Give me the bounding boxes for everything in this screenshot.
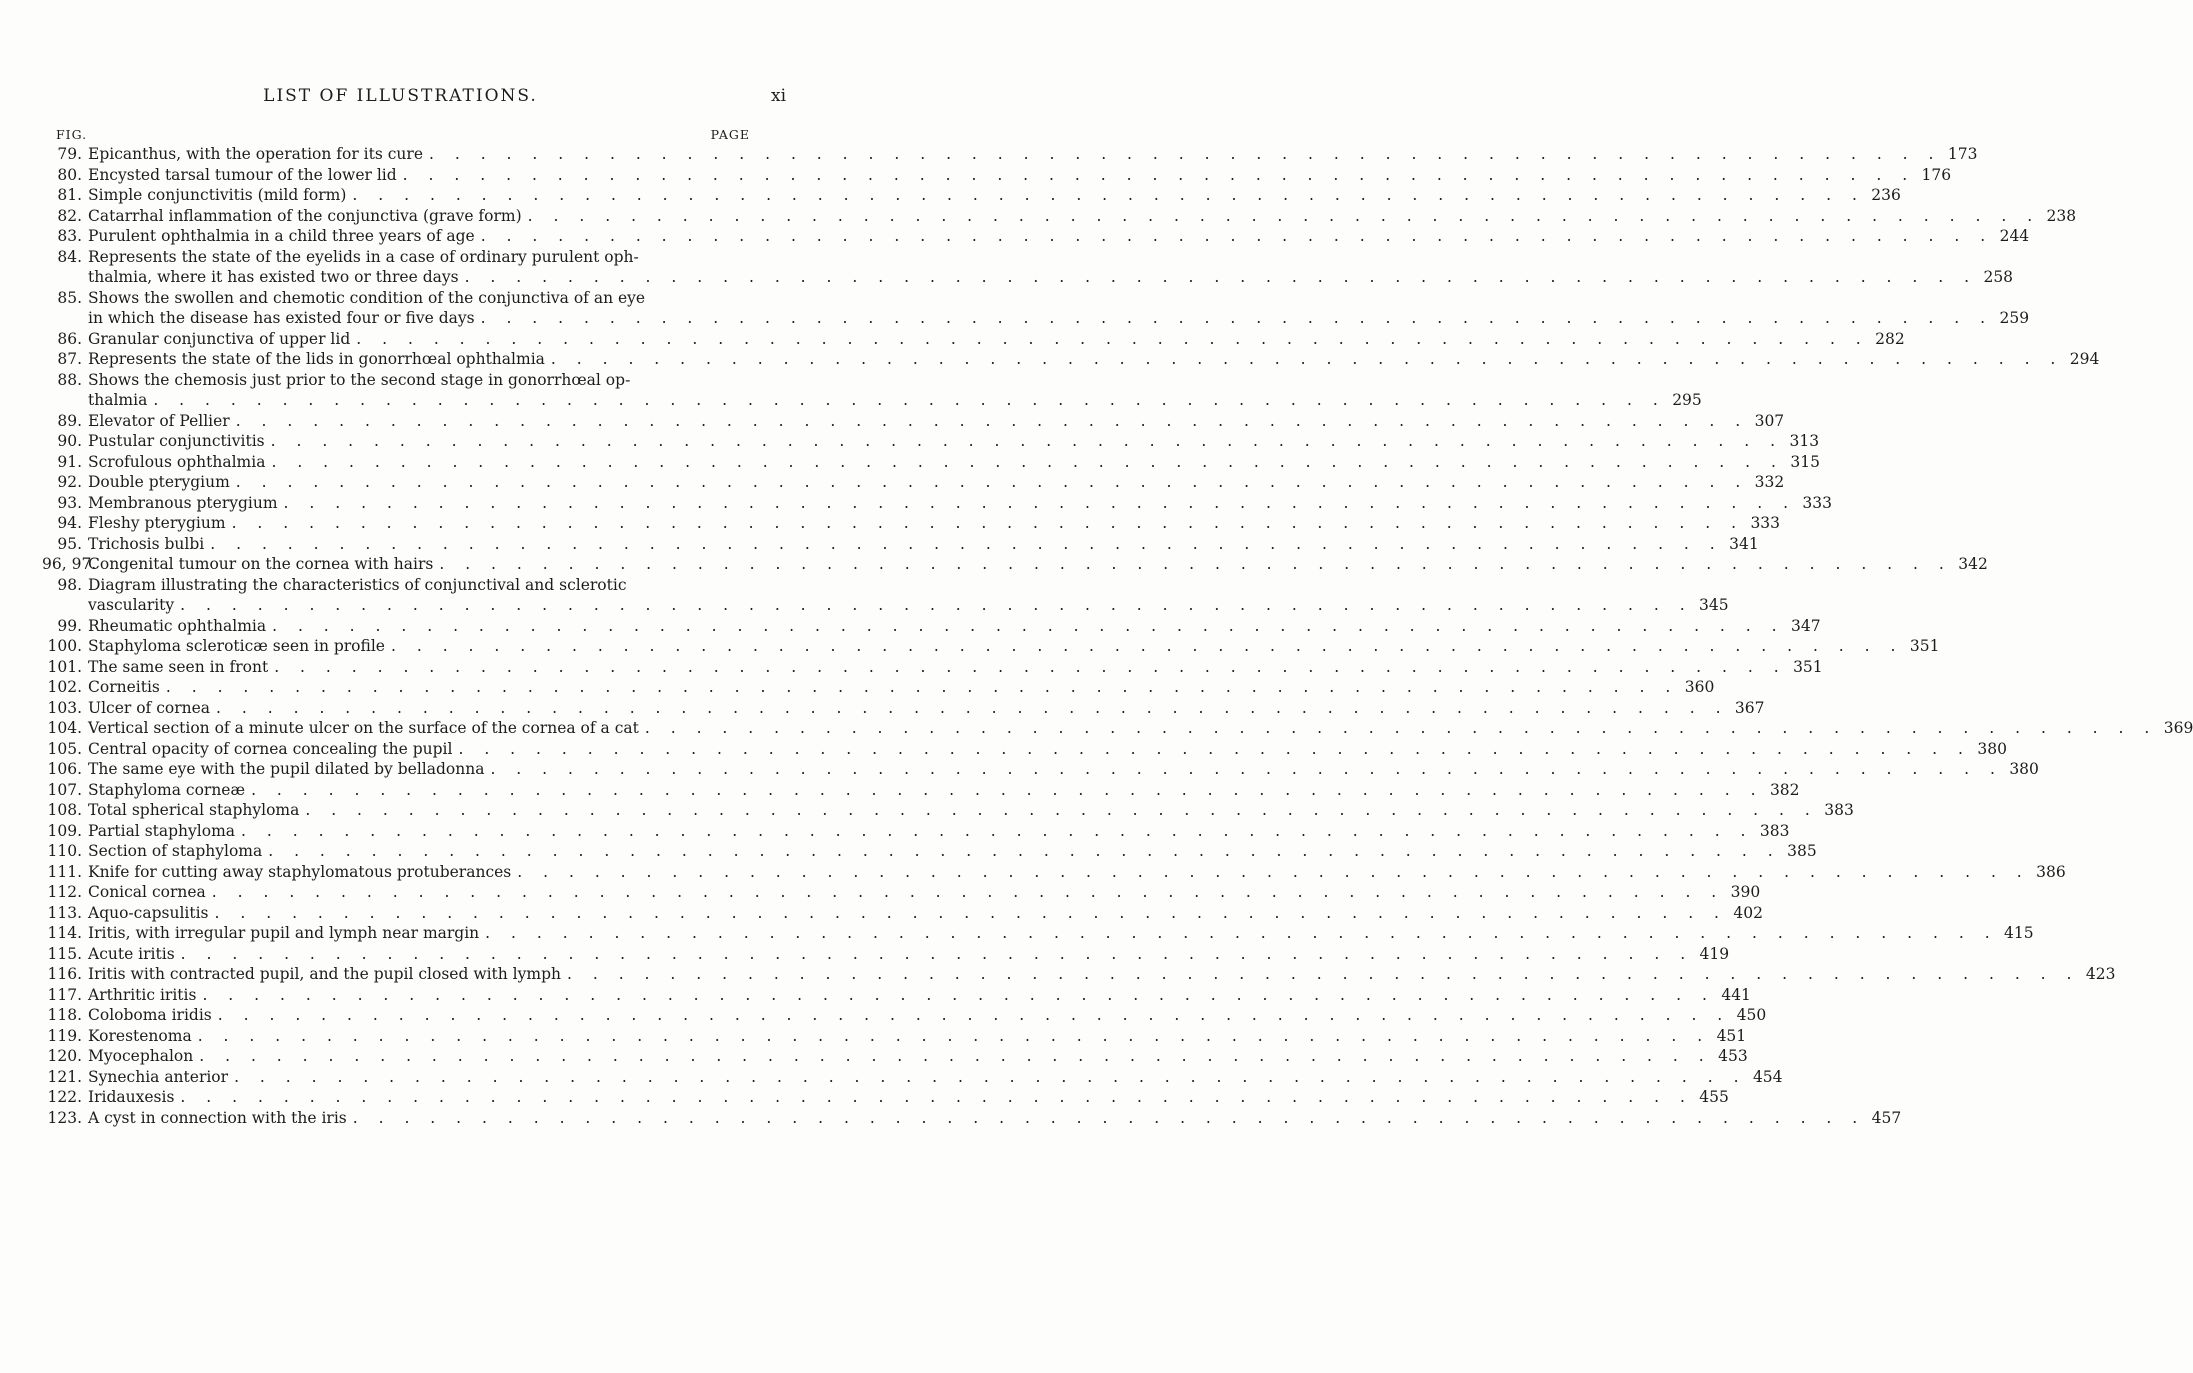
- list-item: [42, 472, 1785, 493]
- page-reference: 457: [1871, 1108, 1902, 1127]
- figure-title: thalmia: [88, 391, 148, 409]
- figure-title: in which the disease has existed four or five days: [88, 309, 475, 327]
- figure-number: 122.: [47, 1088, 82, 1106]
- figure-number: 92.: [57, 473, 82, 491]
- entry-line: [42, 636, 1940, 657]
- dot-leader: [522, 206, 2040, 227]
- dot-leader: [212, 1005, 1730, 1026]
- figure-number: 103.: [47, 698, 82, 717]
- entry-line: [42, 677, 1715, 698]
- dot-leader: [210, 698, 1728, 719]
- figure-number: 80.: [57, 165, 82, 184]
- figure-title: Section of staphyloma: [88, 842, 263, 860]
- dot-leader: [174, 1087, 1692, 1108]
- list-item: [42, 1026, 1747, 1047]
- figure-title: Partial staphyloma: [88, 821, 236, 840]
- page-reference: 423: [2085, 965, 2116, 983]
- figure-title: Fleshy pterygium: [88, 514, 226, 532]
- figure-number: 105.: [47, 739, 82, 758]
- figure-title: Ulcer of cornea: [88, 698, 211, 717]
- entry-line: [42, 841, 1817, 862]
- figure-number: 79.: [57, 145, 82, 163]
- page-reference: 385: [1787, 842, 1817, 860]
- figure-title: Korestenoma: [88, 1026, 192, 1045]
- figure-title: Iridauxesis: [88, 1088, 175, 1106]
- list-item: [42, 1087, 1729, 1108]
- list-item: [42, 575, 1729, 616]
- page-reference: 333: [1802, 493, 1833, 512]
- dot-leader: [230, 411, 1748, 432]
- dot-leader: [235, 821, 1753, 842]
- page-reference: 294: [2069, 350, 2100, 368]
- entry-line: [42, 513, 1781, 534]
- figure-title: Shows the chemosis just prior to the second stage in gonorrhœal op-: [88, 370, 631, 389]
- page-reference: 419: [1699, 944, 1730, 963]
- dot-leader: [196, 985, 1714, 1006]
- illustration-list: [42, 144, 2193, 1128]
- entry-line: [42, 575, 750, 596]
- page-number: xi: [771, 86, 787, 106]
- figure-title: Rheumatic ophthalmia: [88, 616, 267, 635]
- list-item: [42, 636, 1940, 657]
- figure-title: Epicanthus, with the operation for its cure: [88, 145, 423, 163]
- figure-number: 112.: [47, 883, 82, 901]
- list-item: [42, 657, 1823, 678]
- entry-line: [42, 411, 1785, 432]
- running-head-title: LIST OF ILLUSTRATIONS.: [263, 86, 538, 106]
- list-item: [42, 677, 1715, 698]
- page-reference: 383: [1759, 821, 1790, 840]
- entry-line: [42, 616, 1821, 637]
- figure-number: 108.: [47, 801, 82, 819]
- list-item: [42, 431, 1820, 452]
- figure-title: Shows the swollen and chemotic condition of the conjunctiva of an eye: [88, 288, 646, 307]
- figure-number: 114.: [47, 924, 82, 942]
- list-item: [42, 739, 2007, 760]
- page-reference: 351: [1793, 657, 1823, 676]
- figure-number: 94.: [57, 514, 82, 532]
- dot-leader: [226, 513, 1744, 534]
- page-reference: 351: [1909, 637, 1940, 655]
- figure-title: Elevator of Pellier: [88, 411, 230, 430]
- page-reference: 441: [1721, 985, 1751, 1004]
- page-reference: 454: [1752, 1067, 1783, 1086]
- dot-leader: [278, 493, 1796, 514]
- figure-title: Membranous pterygium: [88, 493, 278, 512]
- figure-title: Central opacity of cornea concealing the pupil: [88, 739, 453, 758]
- entry-line: [42, 800, 1854, 821]
- figure-title: Acute iritis: [88, 944, 175, 963]
- dot-leader: [204, 534, 1722, 555]
- figure-title: Staphyloma scleroticæ seen in profile: [88, 637, 385, 655]
- figure-number: 118.: [47, 1006, 82, 1024]
- entry-line: [42, 1005, 1767, 1026]
- dot-leader: [475, 226, 1993, 247]
- figure-title: Catarrhal inflammation of the conjunctiva (grave form): [88, 206, 522, 225]
- dot-leader: [452, 739, 1970, 760]
- figure-title: Myocephalon: [88, 1047, 194, 1065]
- dot-leader: [347, 1108, 1865, 1129]
- entry-line: [42, 1067, 1783, 1088]
- list-item: [42, 534, 1759, 555]
- entry-line: [42, 657, 1823, 678]
- entry-line: [42, 821, 1790, 842]
- list-item: [42, 554, 1988, 575]
- figure-number: 116.: [47, 965, 82, 983]
- list-item: [42, 780, 1800, 801]
- list-item: [42, 411, 1785, 432]
- dot-leader: [459, 267, 1977, 288]
- dot-leader: [266, 616, 1784, 637]
- figure-number: 101.: [47, 657, 82, 676]
- entry-line: [42, 1108, 1902, 1129]
- entry-continuation-line: [42, 267, 2014, 288]
- figure-title: Knife for cutting away staphylomatous protuberances: [88, 862, 512, 881]
- figure-number: 83.: [57, 227, 82, 245]
- page-reference: 173: [1947, 145, 1978, 163]
- figure-title: Trichosis bulbi: [88, 534, 205, 553]
- figure-title: Corneitis: [88, 678, 160, 696]
- figure-number: 120.: [47, 1047, 82, 1065]
- list-item: [42, 616, 1821, 637]
- figure-number: 90.: [57, 432, 82, 450]
- figure-number: 84.: [57, 247, 82, 266]
- dot-leader: [479, 923, 1997, 944]
- page-reference: 415: [2004, 924, 2034, 942]
- page-reference: 259: [1999, 309, 2030, 327]
- page-column-header: PAGE: [710, 127, 750, 142]
- figure-number: 95.: [57, 534, 82, 553]
- page-reference: 380: [1977, 739, 2007, 758]
- list-item: [42, 821, 1790, 842]
- figure-title: Coloboma iridis: [88, 1006, 212, 1024]
- list-item: [42, 247, 2014, 288]
- figure-title: Staphyloma corneæ: [88, 780, 246, 799]
- list-item: [42, 882, 1761, 903]
- entry-continuation-line: [42, 308, 2030, 329]
- entry-line: [42, 944, 1730, 965]
- list-item: [42, 1005, 1767, 1026]
- list-item: [42, 185, 1901, 206]
- list-item: [42, 698, 1765, 719]
- figure-number: 93.: [57, 493, 82, 512]
- entry-line: [42, 882, 1761, 903]
- list-item: [42, 1108, 1902, 1129]
- dot-leader: [206, 882, 1724, 903]
- page-reference: 390: [1730, 883, 1761, 901]
- figure-number: 104.: [47, 719, 82, 737]
- page-reference: 258: [1983, 268, 2014, 286]
- entry-line: [42, 452, 1820, 473]
- figure-title: Total spherical staphyloma: [88, 801, 300, 819]
- figure-number: 107.: [47, 780, 82, 799]
- dot-leader: [561, 964, 2079, 985]
- figure-title: Vertical section of a minute ulcer on the surface of the cornea of a cat: [88, 719, 639, 737]
- figure-title: Conical cornea: [88, 883, 206, 901]
- figure-title: Diagram illustrating the characteristics of conjunctival and sclerotic: [88, 575, 627, 594]
- figure-number: 85.: [57, 288, 82, 307]
- figure-number: 100.: [47, 637, 82, 655]
- figure-number: 123.: [47, 1108, 82, 1127]
- entry-line: [42, 185, 1901, 206]
- figure-number: 98.: [57, 575, 82, 594]
- list-item: [42, 452, 1820, 473]
- figure-number: 99.: [57, 616, 82, 635]
- figure-title: A cyst in connection with the iris: [88, 1108, 347, 1127]
- dot-leader: [193, 1046, 1711, 1067]
- list-item: [42, 985, 1751, 1006]
- dot-leader: [475, 308, 1993, 329]
- dot-leader: [174, 595, 1692, 616]
- list-item: [42, 964, 2116, 985]
- dot-leader: [268, 657, 1786, 678]
- entry-line: [42, 1026, 1747, 1047]
- entry-line: [42, 370, 750, 391]
- entry-line: [42, 1046, 1748, 1067]
- dot-leader: [299, 800, 1817, 821]
- figure-title: Iritis with contracted pupil, and the pupil closed with lymph: [88, 965, 561, 983]
- entry-continuation-line: [42, 390, 1702, 411]
- list-item: [42, 1067, 1783, 1088]
- entry-line: [42, 247, 750, 268]
- page-reference: 307: [1754, 411, 1785, 430]
- entry-line: [42, 759, 2039, 780]
- figure-title: Simple conjunctivitis (mild form): [88, 186, 347, 204]
- dot-leader: [346, 185, 1864, 206]
- entry-line: [42, 964, 2116, 985]
- figure-title: Purulent ophthalmia in a child three years of age: [88, 227, 475, 245]
- entry-line: [42, 206, 2077, 227]
- figure-number: 121.: [47, 1067, 82, 1086]
- entry-line: [42, 534, 1759, 555]
- entry-line: [42, 698, 1765, 719]
- page-reference: 382: [1769, 780, 1800, 799]
- page-reference: 402: [1733, 903, 1763, 922]
- figure-number: 82.: [57, 206, 82, 225]
- dot-leader: [265, 431, 1783, 452]
- figure-title: Scrofulous ophthalmia: [88, 452, 266, 471]
- list-item: [42, 165, 1952, 186]
- page-reference: 369: [2163, 719, 2193, 737]
- figure-title: Represents the state of the lids in gonorrhœal ophthalmia: [88, 350, 545, 368]
- figure-title: The same seen in front: [88, 657, 269, 676]
- entry-line: [42, 288, 750, 309]
- figure-title: vascularity: [88, 596, 175, 614]
- page-reference: 315: [1790, 452, 1820, 471]
- entry-line: [42, 985, 1751, 1006]
- dot-leader: [433, 554, 1951, 575]
- figure-title: Iritis, with irregular pupil and lymph near margin: [88, 924, 480, 942]
- figure-title: Granular conjunctiva of upper lid: [88, 329, 351, 348]
- page-reference: 333: [1750, 514, 1781, 532]
- dot-leader: [350, 329, 1868, 350]
- figure-number: 115.: [47, 944, 82, 963]
- page-reference: 380: [2009, 760, 2039, 778]
- page-reference: 341: [1729, 534, 1759, 553]
- figure-title: Congenital tumour on the cornea with hairs: [88, 555, 434, 573]
- figure-number: 87.: [57, 350, 82, 368]
- page-reference: 345: [1699, 596, 1729, 614]
- dot-leader: [423, 144, 1941, 165]
- dot-leader: [385, 636, 1903, 657]
- list-item: [42, 800, 1854, 821]
- list-item: [42, 288, 2030, 329]
- list-item: [42, 862, 2066, 883]
- page-reference: 342: [1958, 555, 1988, 573]
- dot-leader: [192, 1026, 1710, 1047]
- list-item: [42, 513, 1781, 534]
- dot-leader: [545, 349, 2063, 370]
- list-item: [42, 144, 1978, 165]
- figure-title: thalmia, where it has existed two or three days: [88, 268, 459, 286]
- list-item: [42, 1046, 1748, 1067]
- figure-number: 110.: [47, 842, 82, 860]
- figure-number: 88.: [57, 370, 82, 389]
- figure-title: Pustular conjunctivitis: [88, 432, 265, 450]
- page-reference: 451: [1716, 1026, 1747, 1045]
- dot-leader: [209, 903, 1727, 924]
- dot-leader: [228, 1067, 1746, 1088]
- dot-leader: [397, 165, 1915, 186]
- dot-leader: [639, 718, 2157, 739]
- page-reference: 386: [2036, 862, 2066, 881]
- list-item: [42, 841, 1817, 862]
- figure-number: 102.: [47, 678, 82, 696]
- figure-number: 119.: [47, 1026, 82, 1045]
- dot-leader: [262, 841, 1780, 862]
- page-reference: 176: [1921, 165, 1952, 184]
- dot-leader: [230, 472, 1748, 493]
- entry-line: [42, 431, 1820, 452]
- list-item: [42, 903, 1763, 924]
- fig-column-header: FIG.: [56, 127, 88, 142]
- figure-number: 117.: [47, 985, 82, 1004]
- figure-number: 89.: [57, 411, 82, 430]
- list-item: [42, 944, 1730, 965]
- list-item: [42, 370, 1702, 411]
- entry-continuation-line: [42, 595, 1729, 616]
- entry-line: [42, 472, 1785, 493]
- entry-line: [42, 862, 2066, 883]
- dot-leader: [484, 759, 2002, 780]
- entry-line: [42, 144, 1978, 165]
- figure-number: 109.: [47, 821, 82, 840]
- page-reference: 453: [1718, 1047, 1748, 1065]
- page-reference: 295: [1672, 391, 1702, 409]
- figure-number: 91.: [57, 452, 82, 471]
- list-item: [42, 718, 2193, 739]
- entry-line: [42, 923, 2034, 944]
- figure-number: 113.: [47, 903, 82, 922]
- entry-line: [42, 718, 2193, 739]
- page-reference: 367: [1734, 698, 1765, 717]
- dot-leader: [160, 677, 1678, 698]
- dot-leader: [245, 780, 1763, 801]
- entry-line: [42, 493, 1833, 514]
- page-reference: 313: [1789, 432, 1820, 450]
- page-reference: 450: [1736, 1006, 1767, 1024]
- dot-leader: [511, 862, 2029, 883]
- list-item: [42, 493, 1833, 514]
- list-item: [42, 226, 2030, 247]
- page-reference: 347: [1790, 616, 1821, 635]
- page-reference: 455: [1699, 1088, 1729, 1106]
- page-reference: 282: [1875, 329, 1905, 348]
- entry-line: [42, 554, 1988, 575]
- page-reference: 244: [1999, 227, 2030, 245]
- figure-title: Aquo-capsulitis: [88, 903, 209, 922]
- figure-number: 81.: [57, 186, 82, 204]
- list-item: [42, 329, 1905, 350]
- entry-line: [42, 349, 2100, 370]
- entry-line: [42, 1087, 1729, 1108]
- figure-number: 111.: [47, 862, 82, 881]
- list-item: [42, 349, 2100, 370]
- figure-title: Encysted tarsal tumour of the lower lid: [88, 165, 397, 184]
- dot-leader: [147, 390, 1665, 411]
- figure-number: 86.: [57, 329, 82, 348]
- page-reference: 332: [1754, 473, 1785, 491]
- figure-title: The same eye with the pupil dilated by belladonna: [88, 760, 485, 778]
- list-item: [42, 206, 2077, 227]
- page-reference: 383: [1824, 801, 1854, 819]
- page-reference: 236: [1871, 186, 1901, 204]
- figure-title: Double pterygium: [88, 473, 230, 491]
- entry-line: [42, 780, 1800, 801]
- figure-title: Synechia anterior: [88, 1067, 229, 1086]
- entry-line: [42, 329, 1905, 350]
- page-reference: 360: [1684, 678, 1715, 696]
- figure-number: 96, 97.: [42, 555, 97, 573]
- page-reference: 238: [2046, 206, 2077, 225]
- figure-number: 106.: [47, 760, 82, 778]
- entry-line: [42, 903, 1763, 924]
- figure-title: Represents the state of the eyelids in a case of ordinary purulent oph-: [88, 247, 639, 266]
- column-headers: [56, 127, 750, 142]
- entry-line: [42, 226, 2030, 247]
- list-item: [42, 759, 2039, 780]
- figure-title: Arthritic iritis: [88, 985, 197, 1004]
- dot-leader: [175, 944, 1693, 965]
- dot-leader: [265, 452, 1783, 473]
- entry-line: [42, 165, 1952, 186]
- list-item: [42, 923, 2034, 944]
- entry-line: [42, 739, 2007, 760]
